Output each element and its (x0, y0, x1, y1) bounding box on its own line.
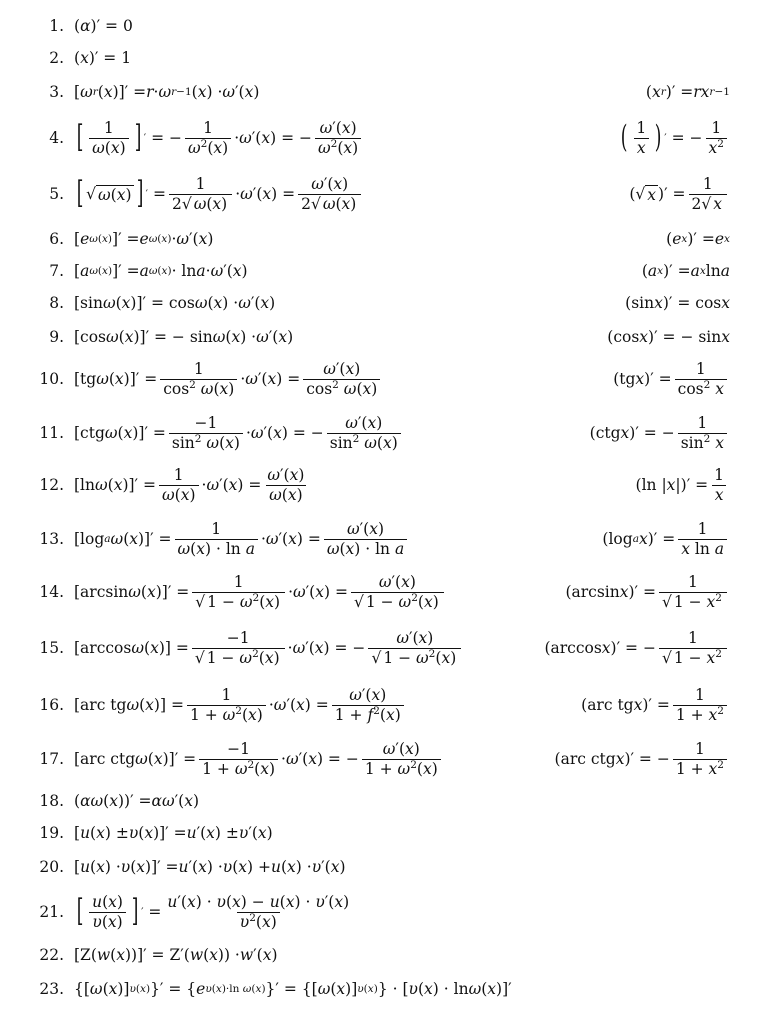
formula-general: [log a ω ( x )]′ = $\frac{1}{\text{ω(x) · ln a}}$ · ω ′( x ) = $\frac{\omega'(x)}{\text{ω(x) · ln a}}$ (74, 521, 410, 557)
formula-general: [arc tg ω ( x )] = $\frac{1}{1 + \omega^2(x)}$ · ω ′( x ) = $\frac{\omega'(x)}{1 + f^2(x)}$ (74, 687, 407, 723)
formula-simple: (√ x )′ = $\frac{1}{2√ x}$ (629, 168, 730, 220)
formula-simple: (arc tg x )′ = $\frac{1}{1 + x^2}$ (581, 680, 730, 730)
formula-general: [ a ω(x) ]′ = a ω(x) · ln a · ω ′( x ) (74, 262, 248, 280)
formula-general: {[ ω ( x )] υ(x) }′ = { e υ(x)·ln ω(x) }′ = {[ ω ( x )] υ(x) } · [ υ ( x ) · ln ω ( x )]′ (74, 980, 512, 998)
formula-number: 22. (39, 946, 64, 964)
formula-row-6 (0, 226, 768, 252)
formula-general: [ln ω ( x )]′ = $\frac{1}{\omega(x)}$ · ω ′( x ) = $\frac{\omega'(x)}{\omega(x)}$ (74, 466, 305, 504)
formula-row-12 (0, 460, 768, 510)
formula-number: 16. (39, 696, 64, 714)
formula-row-15 (0, 622, 768, 674)
formula-general: [ ω r ( x )]′ = r · ω r−1 ( x ) · ω ′( x ) (74, 83, 260, 101)
formula-general: [ $\frac{u(x)}{\upsilon(x)}$ ] ′ = $\frac{u'(x) \cdot \upsilon(x) - u(x) \cdot \upsilon'(x)}{\upsilon^2(x)}$ (76, 893, 350, 931)
formula-general: ( αω ( x ))′ = αω ′( x ) (74, 792, 200, 810)
formula-general: [sin ω ( x )]′ = cos ω ( x ) · ω ′( x ) (74, 294, 276, 312)
formula-row-16 (0, 680, 768, 730)
formula-simple: (sin x )′ = cos x (625, 294, 730, 312)
formula-number: 10. (39, 370, 64, 388)
formula-row-9 (0, 324, 768, 350)
formula-number: 20. (39, 858, 64, 876)
formula-general: [ctg ω ( x )]′ = $\frac{-1}{\sin^2 \omega(x)}$ · ω ′( x ) = − $\frac{\omega'(x)}{\sin^2 \omega(x)}$ (74, 415, 404, 451)
formula-number: 4. (49, 129, 64, 147)
formula-row-14 (0, 566, 768, 618)
formula-general: [ u ( x ) ± υ ( x )]′ = u ′( x ) ± υ ′( x ) (74, 824, 273, 842)
formula-general: ( α )′ = 0 (74, 17, 133, 35)
formula-simple: (cos x )′ = − sin x (607, 328, 730, 346)
formula-number: 21. (39, 903, 64, 921)
formula-general: [Z( w ( x ))]′ = Z′( w ( x )) · w ′( x ) (74, 946, 278, 964)
formula-general: [arc ctg ω ( x )]′ = $\frac{-1}{1 + \omega^2(x)}$ · ω ′( x ) = − $\frac{\omega'(x)}{1 + \omega^2(x)}$ (74, 741, 444, 777)
formula-row-3 (0, 78, 768, 106)
formula-general: [ $\frac{1}{\omega(x)}$ ] ′ = − $\frac{1}{\omega^2(x)}$ · ω ′( x ) = − $\frac{\omega'(x)}{\omega^2(x)}$ (74, 120, 364, 156)
formula-simple: (arc ctg x )′ = − $\frac{1}{1 + x^2}$ (555, 734, 730, 784)
formula-simple: ( $\frac{1}{x}$ ) ′ = − $\frac{1}{x^2}$ (618, 112, 730, 164)
formula-simple: ( e x )′ = e x (666, 230, 730, 248)
formula-row-17 (0, 734, 768, 784)
formula-number: 12. (39, 476, 64, 494)
formula-number: 15. (39, 639, 64, 657)
formula-number: 17. (39, 750, 64, 768)
formula-general: [cos ω ( x )]′ = − sin ω ( x ) · ω ′( x ) (74, 328, 294, 346)
formula-general: [ u ( x ) · υ ( x )]′ = u ′( x ) · υ ( x ) + u ( x ) · υ ′( x ) (74, 858, 346, 876)
formula-simple: (ctg x )′ = − $\frac{1}{\sin^2 x}$ (590, 408, 730, 458)
formula-row-1 (0, 12, 768, 40)
formula-simple: (log a x )′ = $\frac{1}{\text{x ln a}}$ (602, 514, 730, 564)
formula-row-2 (0, 44, 768, 72)
formula-row-5 (0, 168, 768, 220)
formula-row-8 (0, 290, 768, 316)
formula-general: [arcsin ω ( x )]′ = $\frac{1}{√ 1 - \omega^2(x)}$ · ω ′( x ) = $\frac{\omega'(x)}{√ 1 - \omega^2(x)}$ (74, 574, 447, 610)
formula-simple: ( a x )′ = a x ln a (641, 262, 730, 280)
formula-general: ( x )′ = 1 (74, 49, 132, 67)
formula-row-10 (0, 354, 768, 404)
formula-general: [ e ω(x) ]′ = e ω(x) · ω ′( x ) (74, 230, 214, 248)
formula-number: 5. (49, 185, 64, 203)
formula-general: [tg ω ( x )]′ = $\frac{1}{\cos^2 \omega(x)}$ · ω ′( x ) = $\frac{\omega'(x)}{\cos^2 \omega(x)}$ (74, 361, 383, 397)
formula-number: 2. (49, 49, 64, 67)
formula-simple: (tg x )′ = $\frac{1}{\cos^2 x}$ (613, 354, 730, 404)
formula-simple: (arccos x )′ = − $\frac{1}{√ 1 - x^2}$ (544, 622, 730, 674)
formula-number: 7. (49, 262, 64, 280)
formula-row-7 (0, 258, 768, 284)
formula-general: [ √ ω(x) ] ′ = $\frac{1}{2√ \omega(x)}$ · ω ′( x ) = $\frac{\omega'(x)}{2√ \omega(x)}$ (74, 176, 364, 212)
formula-row-20 (0, 854, 768, 880)
formula-number: 1. (49, 17, 64, 35)
formula-number: 8. (49, 294, 64, 312)
formula-simple: (arcsin x )′ = $\frac{1}{√ 1 - x^2}$ (565, 566, 730, 618)
formula-number: 23. (39, 980, 64, 998)
formula-number: 9. (49, 328, 64, 346)
formula-row-4 (0, 112, 768, 164)
formula-row-18 (0, 788, 768, 814)
formula-number: 11. (39, 424, 64, 442)
formula-number: 13. (39, 530, 64, 548)
formula-row-21 (0, 886, 768, 938)
formula-row-11 (0, 408, 768, 458)
formula-simple: (ln | x |)′ = $\frac{1}{x}$ (636, 460, 730, 510)
formula-number: 14. (39, 583, 64, 601)
formula-number: 6. (49, 230, 64, 248)
formula-general: [arccos ω ( x )] = $\frac{-1}{√ 1 - \omega^2(x)}$ · ω ′( x ) = − $\frac{\omega'(x)}{√ 1 - \omega^2(x)}$ (74, 630, 464, 666)
formula-row-23 (0, 974, 768, 1004)
formula-row-19 (0, 820, 768, 846)
formula-simple: ( x r )′ = rx r−1 (645, 83, 730, 101)
formula-number: 18. (39, 792, 64, 810)
formula-row-13 (0, 514, 768, 564)
formula-number: 19. (39, 824, 64, 842)
formula-number: 3. (49, 83, 64, 101)
formula-row-22 (0, 942, 768, 968)
